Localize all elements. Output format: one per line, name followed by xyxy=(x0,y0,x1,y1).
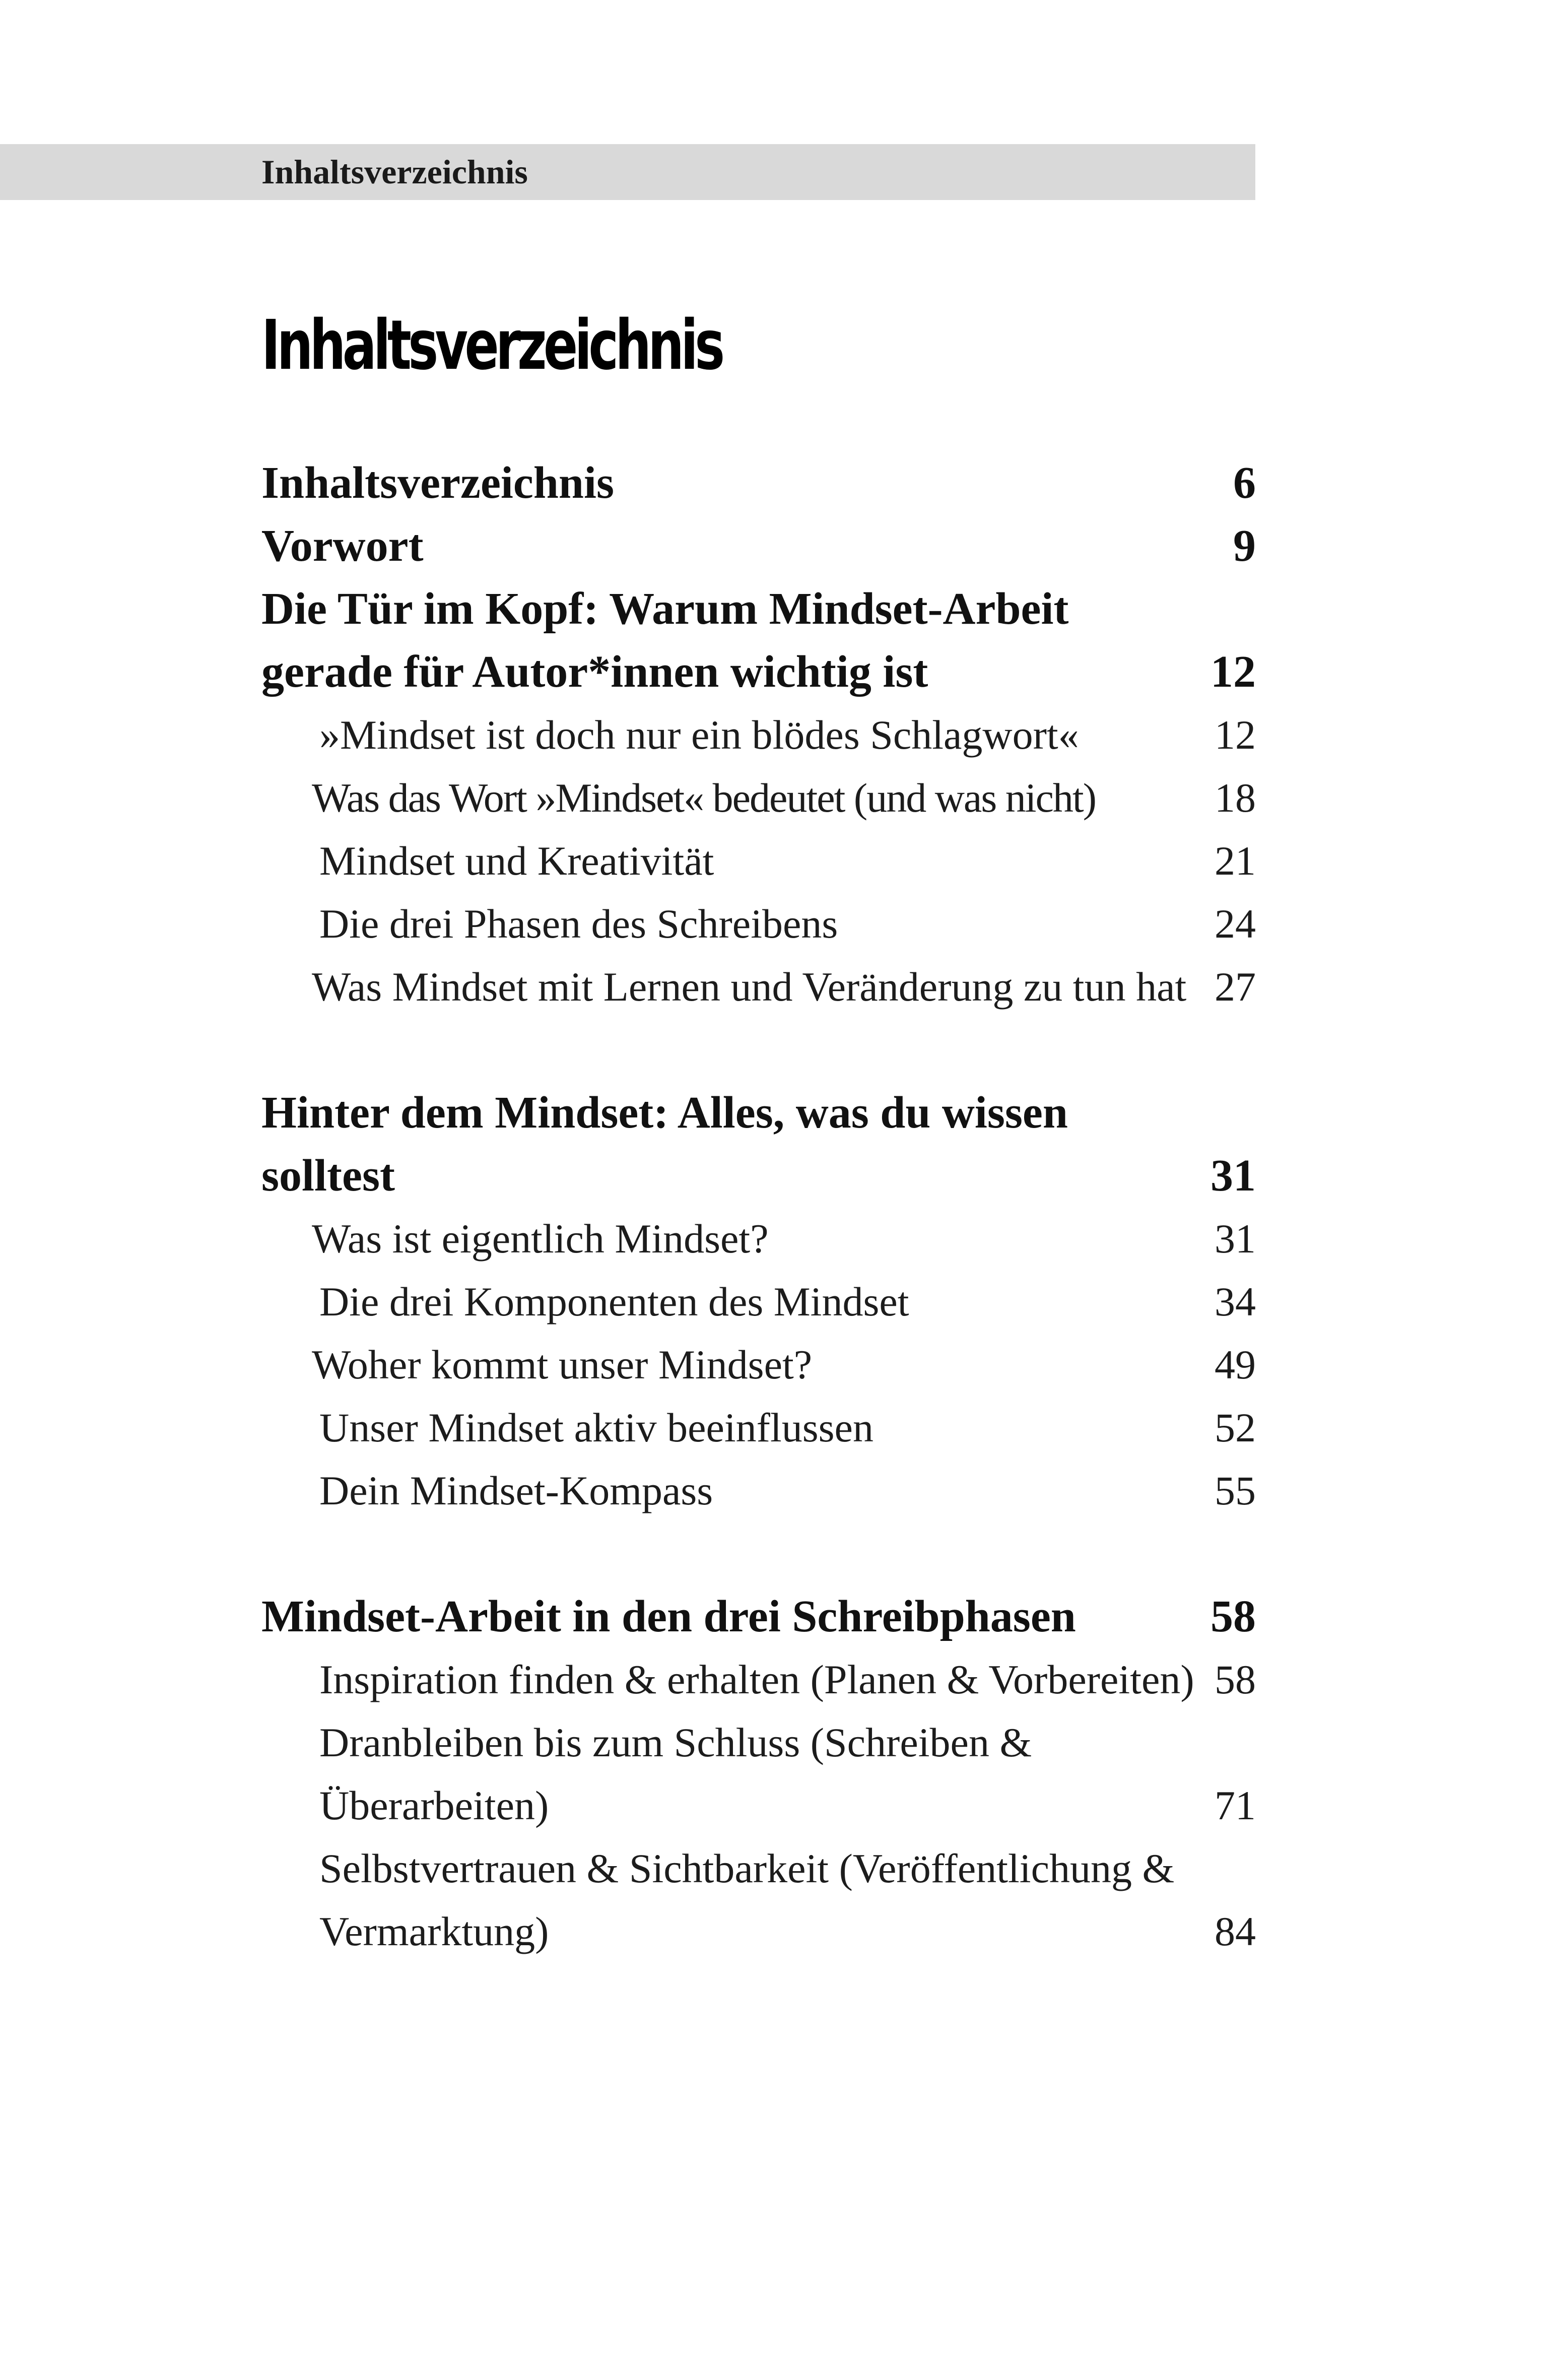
toc-subentry-label: Dein Mindset-Kompass xyxy=(319,1468,713,1513)
toc-chapter-label: Mindset-Arbeit in den drei Schreibphasen xyxy=(261,1592,1076,1641)
toc-subentry-label: Selbstvertrauen & Sichtbarkeit (Veröffentlichung & Vermarktung) xyxy=(319,1845,1175,1954)
toc-chapter-entry[interactable] xyxy=(261,1585,1256,1648)
toc-subentry-label: Inspiration finden & erhalten (Planen & Vorbereiten) xyxy=(319,1657,1194,1702)
toc-page-number: 31 xyxy=(1210,1151,1256,1201)
toc-subentry-label: Woher kommt unser Mindset? xyxy=(312,1342,813,1387)
toc-page-number: 58 xyxy=(1210,1592,1256,1641)
toc-subentry[interactable] xyxy=(261,955,1256,1018)
toc-page-number: 31 xyxy=(1215,1216,1256,1262)
toc-page-number: 71 xyxy=(1215,1782,1256,1828)
toc-page-number: 27 xyxy=(1215,964,1256,1010)
toc-page-number: 18 xyxy=(1215,775,1256,821)
toc-page-number: 21 xyxy=(1215,838,1256,884)
toc-chapter-label: Die Tür im Kopf: Warum Mindset-Arbeit gerade für Autor*innen wichtig ist xyxy=(261,584,1069,697)
toc-subentry-label: Was ist eigentlich Mindset? xyxy=(312,1216,769,1262)
toc-page-number: 49 xyxy=(1215,1342,1256,1387)
toc-page-number: 55 xyxy=(1215,1468,1256,1513)
toc-subentry[interactable] xyxy=(261,1837,1256,1963)
toc-subentry[interactable] xyxy=(261,1396,1256,1459)
toc-page-number: 24 xyxy=(1215,901,1256,947)
toc-page-number: 6 xyxy=(1233,458,1256,508)
toc-subentry-label: »Mindset ist doch nur ein blödes Schlagwort« xyxy=(319,712,1079,758)
table-of-contents xyxy=(261,451,1256,1963)
page-title: Inhaltsverzeichnis xyxy=(261,306,722,385)
toc-subentry-label: Was Mindset mit Lernen und Veränderung zu tun hat xyxy=(312,964,1187,1010)
running-header xyxy=(0,144,1255,200)
toc-page-number: 58 xyxy=(1215,1657,1256,1702)
toc-subentry[interactable] xyxy=(261,766,1256,829)
toc-subentry[interactable] xyxy=(261,829,1256,892)
toc-page-number: 84 xyxy=(1215,1908,1256,1954)
toc-subentry-label: Die drei Phasen des Schreibens xyxy=(319,901,838,947)
toc-page-number: 34 xyxy=(1215,1279,1256,1325)
toc-chapter-label: Vorwort xyxy=(261,521,424,571)
toc-page-number: 12 xyxy=(1210,647,1256,697)
toc-subentry-label: Mindset und Kreativität xyxy=(319,838,714,884)
toc-subentry-label: Die drei Komponenten des Mindset xyxy=(319,1279,909,1325)
toc-subentry-label: Unser Mindset aktiv beeinflussen xyxy=(319,1405,873,1450)
toc-chapter-label: Inhaltsverzeichnis xyxy=(261,458,615,508)
toc-page-number: 52 xyxy=(1215,1405,1256,1450)
toc-subentry-label: Dranbleiben bis zum Schluss (Schreiben & Überarbeiten) xyxy=(319,1720,1032,1828)
toc-subentry[interactable] xyxy=(261,1270,1256,1333)
toc-chapter-label: Hinter dem Mindset: Alles, was du wissen solltest xyxy=(261,1088,1068,1201)
toc-subentry[interactable] xyxy=(261,703,1256,766)
toc-chapter-entry[interactable] xyxy=(261,1081,1256,1207)
toc-chapter-entry[interactable] xyxy=(261,577,1256,703)
running-header-text: Inhaltsverzeichnis xyxy=(261,153,528,191)
toc-page-number: 12 xyxy=(1215,712,1256,758)
section-spacer xyxy=(261,1522,1256,1585)
toc-chapter-entry[interactable] xyxy=(261,514,1256,577)
toc-subentry[interactable] xyxy=(261,1648,1256,1711)
toc-subentry-label: Was das Wort »Mindset« bedeutet (und was nicht) xyxy=(312,775,1096,821)
toc-subentry[interactable] xyxy=(261,1207,1256,1270)
section-spacer xyxy=(261,1018,1256,1081)
toc-page-number: 9 xyxy=(1233,521,1256,571)
toc-subentry[interactable] xyxy=(261,1459,1256,1522)
toc-subentry[interactable] xyxy=(261,1333,1256,1396)
toc-subentry[interactable] xyxy=(261,892,1256,955)
toc-chapter-entry[interactable] xyxy=(261,451,1256,514)
toc-subentry[interactable] xyxy=(261,1711,1256,1837)
